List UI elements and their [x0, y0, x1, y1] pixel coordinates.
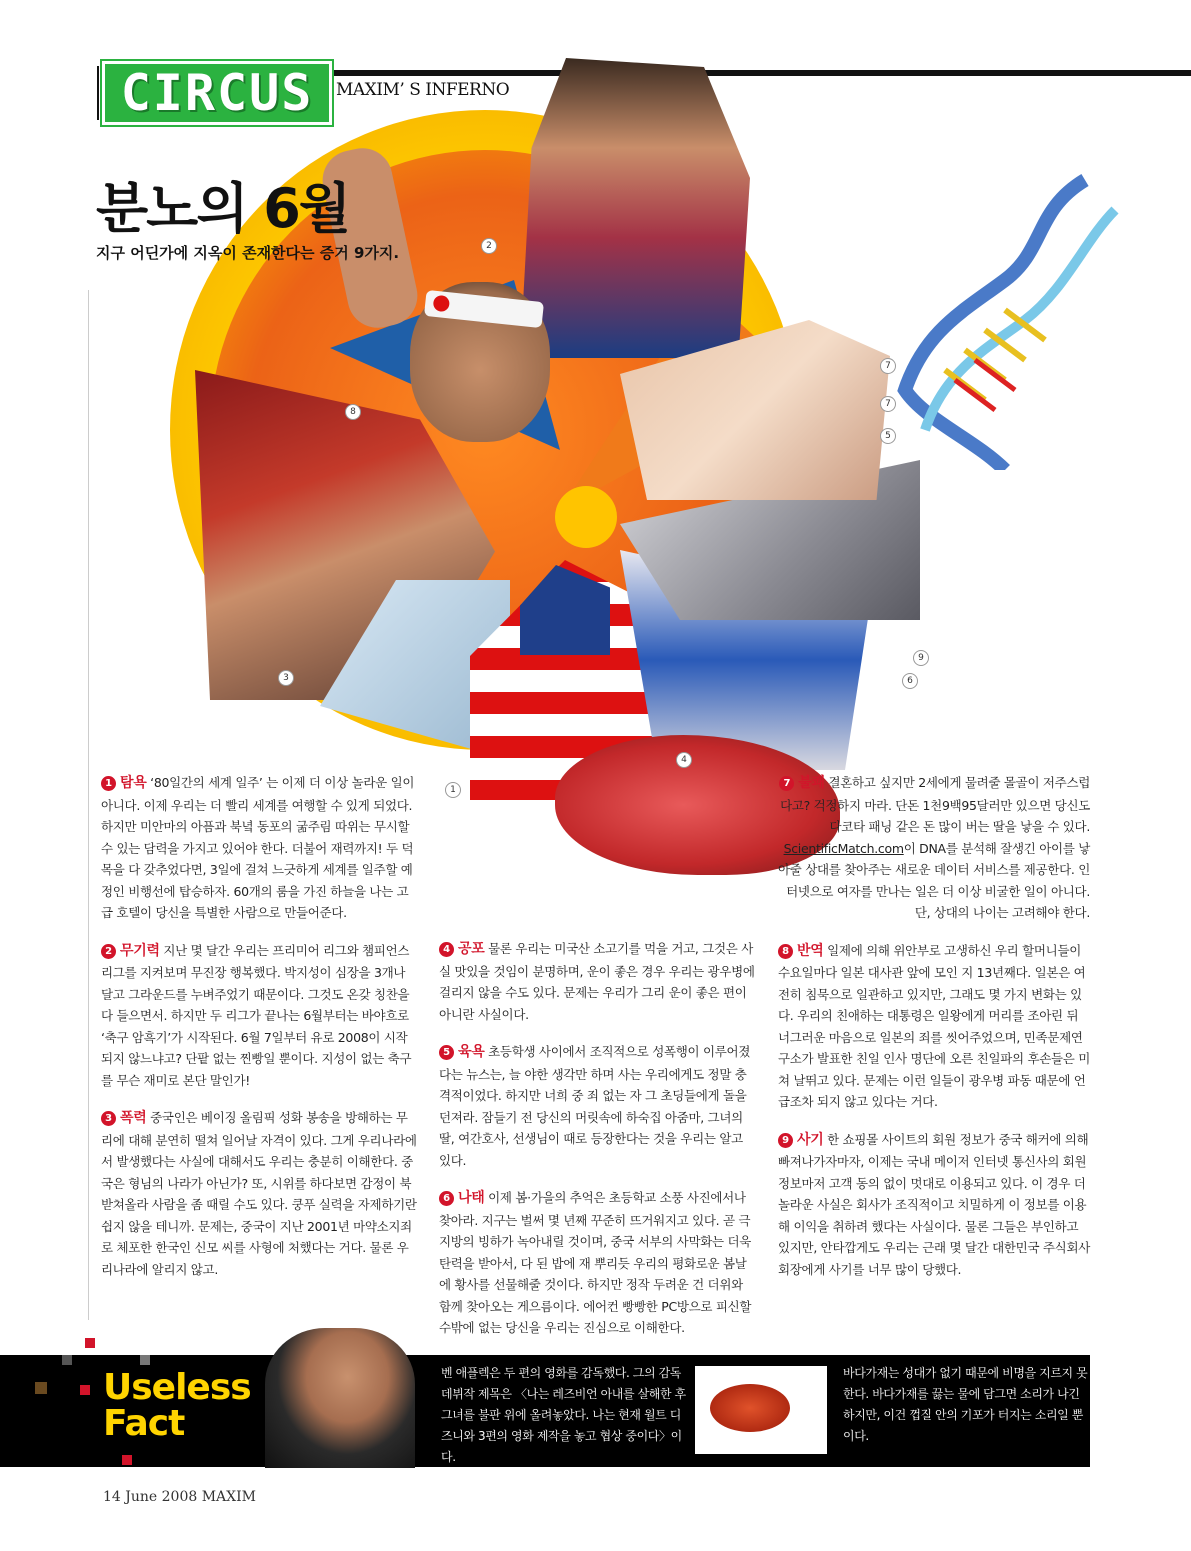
item-body-continued: 이 DNA를 분석해 잘생긴 아이를 낳아줄 상대를 찾아주는 새로운 데이터 서비스를 제공한다. 인터넷으로 여자를 만나는 일은 더 이상 비굴한 일이 아니다. 단, 상대의 나이는 고려해야 한다. [778, 840, 1090, 920]
item-3 [101, 1107, 419, 1280]
item-heading: 육욕 [458, 1044, 485, 1060]
item-9 [778, 1129, 1090, 1281]
item-heading: 반역 [797, 942, 824, 959]
photo-number-3: 3 [278, 670, 294, 686]
dna-helix-image [885, 170, 1145, 470]
photo-ben-affleck [265, 1328, 415, 1468]
item-heading: 탐욕 [120, 775, 147, 791]
useless-fact-text-1: 벤 애플렉은 두 편의 영화를 감독했다. 그의 감독 데뷔작 제목은 〈나는 레즈비언 아내를 살해한 후 그녀를 불판 위에 올려놓았다. 나는 현재 월트 디즈니와 3편의 영화 제작을 놓고 협상 중이다〉이다. [441, 1366, 686, 1464]
photo-number-6: 6 [902, 673, 918, 689]
photo-number-9: 9 [913, 650, 929, 666]
folio: 14 June 2008 MAXIM [103, 1489, 257, 1505]
item-heading: 불쾌 [798, 775, 825, 791]
photo-number-7b: 7 [880, 396, 896, 412]
item-number: 7 [779, 776, 794, 791]
item-number: 3 [101, 1111, 116, 1126]
item-5 [439, 1041, 757, 1171]
decor-square [62, 1355, 72, 1365]
item-2 [101, 940, 419, 1092]
item-body: 중국인은 베이징 올림픽 성화 봉송을 방해하는 무리에 대해 분연히 떨쳐 일어날 자격이 있다. 그게 우리나라에서 발생했다는 사실에 대해서도 우리는 충분히 이해한다. 중국은 형님의 나라가 아닌가? 또, 시위를 하다보면 감정이 북받쳐올라 사람을 좀 때릴 수도 있다. 쿵푸 실력을 자제하기란 쉽지 않을 테니까. 문제는, 중국이 지난 2001년 마약소지죄로 체포한 한국인 신모 씨를 사형에 처했다는 거다. 물론 우리나라에 알리지 않고. [101, 1110, 417, 1277]
item-7 [778, 772, 1090, 924]
section-name: MAXIM’ S INFERNO [336, 80, 510, 100]
item-body: 물론 우리는 미국산 소고기를 먹을 거고, 그것은 사실 맛있을 것임이 분명하며, 운이 좋은 경우 우리는 광우병에 걸리지 않을 수도 있다. 문제는 우리가 그리 운이 좋은 편이 아니란 사실이다. [439, 941, 755, 1022]
item-heading: 무기력 [120, 942, 160, 959]
decor-square [35, 1382, 47, 1394]
header-bar [325, 70, 1191, 76]
photo-number-5: 5 [880, 428, 896, 444]
item-6 [439, 1187, 757, 1339]
item-number: 1 [101, 776, 116, 791]
text-column-middle [439, 938, 757, 1355]
item-4 [439, 938, 757, 1025]
item-body: 지난 몇 달간 우리는 프리미어 리그와 챔피언스리그를 지켜보며 무진장 행복했다. 박지성이 심장을 3개나 달고 그라운드를 누벼주었기 때문이다. 그것도 온갖 칭찬을 다 들으면서. 하지만 두 리그가 끝나는 6월부터는 바야흐로 ‘축구 암흑기’가 시작된다. 6월 7일부터 유로 2008이 시작되지 않느냐고? 단팥 없는 찐빵일 뿐이다. 지성이 없는 축구를 무슨 재미로 본단 말인가! [101, 942, 412, 1088]
item-heading: 폭력 [120, 1110, 147, 1126]
item-number: 9 [778, 1133, 793, 1148]
wheel-center [555, 486, 617, 548]
photo-number-2: 2 [481, 238, 497, 254]
item-heading: 나태 [458, 1190, 485, 1206]
item-body: 일제에 의해 위안부로 고생하신 우리 할머니들이 수요일마다 일본 대사관 앞에 모인 지 13년째다. 일본은 여전히 침묵으로 일관하고 있지만, 그래도 몇 가지 변화는 있다. 우리의 친애하는 대통령은 일왕에게 머리를 조아린 뒤 너그러운 마음으로 일본의 죄를 씻어주었으며, 민족문제연구소가 발표한 친일 인사 명단에 오른 친일파의 후손들은 미쳐 날뛰고 있다. 문제는 이런 일들이 광우병 파동 때문에 언급조차 되지 않고 있다는 거다. [778, 942, 1090, 1109]
item-body: 초등학생 사이에서 조직적으로 성폭행이 이루어졌다는 뉴스는, 늘 야한 생각만 하며 사는 우리에게도 정말 충격적이었다. 하지만 너희 중 죄 없는 자 그 초딩들에게 돌을 던져라. 잠들기 전 당신의 머릿속에 하숙집 아줌마, 그녀의 딸, 여간호사, 선생님이 때로 등장한다는 것을 우리는 알고 있다. [439, 1044, 751, 1168]
item-body: 한 쇼핑몰 사이트의 회원 정보가 중국 해커에 의해 빠져나가자마자, 이제는 국내 메이저 인터넷 통신사의 회원 정보마저 고객 동의 없이 멋대로 이용되고 있다. 이 경우 더 놀라운 사실은 회사가 조직적이고 치밀하게 이 정보를 이용해 이익을 취하려 했다는 사실이다. 물론 그들은 부인하고 있지만, 안타깝게도 우리는 근래 몇 달간 대한민국 주식회사 회장에게 사기를 너무 많이 당했다. [778, 1131, 1090, 1277]
item-number: 6 [439, 1191, 454, 1206]
decor-square [80, 1385, 90, 1395]
item-link[interactable]: ScientificMatch.com [783, 840, 904, 856]
useless-fact-title: Useless Fact [103, 1367, 251, 1444]
item-number: 4 [439, 942, 454, 957]
useless-fact-text-2: 바다가재는 성대가 없기 때문에 비명을 지르지 못한다. 바다가재를 끓는 물에 담그면 소리가 나긴 하지만, 이건 껍질 안의 기포가 터지는 소리일 뿐이다. [843, 1366, 1088, 1443]
header-rule [97, 66, 99, 120]
item-8 [778, 940, 1090, 1113]
item-body: 결혼하고 싶지만 2세에게 물려줄 몰골이 저주스럽다고? 걱정하지 마라. 단돈 1천9백95달러만 있으면 당신도 다코타 패닝 같은 돈 많이 버는 딸을 낳을 수 있다. [780, 775, 1090, 834]
photo-number-4: 4 [676, 752, 692, 768]
photo-soccer-player [520, 58, 750, 358]
circus-logo: CIRCUS [102, 61, 332, 125]
decor-square [85, 1338, 95, 1348]
decor-square [140, 1355, 150, 1365]
decor-square [122, 1455, 132, 1465]
item-heading: 사기 [797, 1131, 824, 1148]
photo-number-7a: 7 [880, 358, 896, 374]
page-title: 분노의 6월 [96, 177, 350, 240]
column-rule [88, 290, 89, 1320]
text-column-left [101, 772, 419, 1296]
item-number: 5 [439, 1045, 454, 1060]
lobster [710, 1384, 790, 1432]
item-1 [101, 772, 419, 924]
page-subtitle: 지구 어딘가에 지옥이 존재한다는 증거 9가지. [96, 244, 400, 262]
photo-number-8: 8 [345, 404, 361, 420]
item-number: 2 [101, 944, 116, 959]
photo-number-1: 1 [445, 782, 461, 798]
text-column-right [778, 772, 1090, 1296]
item-body: 이제 봄·가을의 추억은 초등학교 소풍 사진에서나 찾아라. 지구는 벌써 몇 년째 꾸준히 뜨거워지고 있다. 곧 극지방의 빙하가 녹아내릴 것이며, 중국 서부의 사막화는 더욱 탄력을 받아서, 다 된 밥에 재 뿌리듯 우리의 평화로운 봄날에 황사를 선물해줄 것이다. 하지만 정작 두려운 건 더위와 함께 찾아오는 게으름이다. 에어컨 빵빵한 PC방으로 피신할 수밖에 없는 당신을 우리는 진심으로 이해한다. [439, 1190, 752, 1335]
item-heading: 공포 [458, 941, 485, 957]
item-body: ‘80일간의 세계 일주’ 는 이제 더 이상 놀라운 일이 아니다. 이제 우리는 더 빨리 세계를 여행할 수 있게 되었다. 하지만 미안마의 아픔과 북녘 동포의 굶주림 따위는 무시할 수 있는 담력을 가지고 있어야 한다. 더불어 재력까지! 두 덕목을 다 갖추었다면, 3일에 걸쳐 느긋하게 세계를 일주할 예정인 비행선에 탑승하자. 60개의 룸을 가진 하늘을 나는 고급 호텔이 당신을 특별한 사람으로 만들어준다. [101, 775, 415, 920]
item-number: 8 [778, 944, 793, 959]
